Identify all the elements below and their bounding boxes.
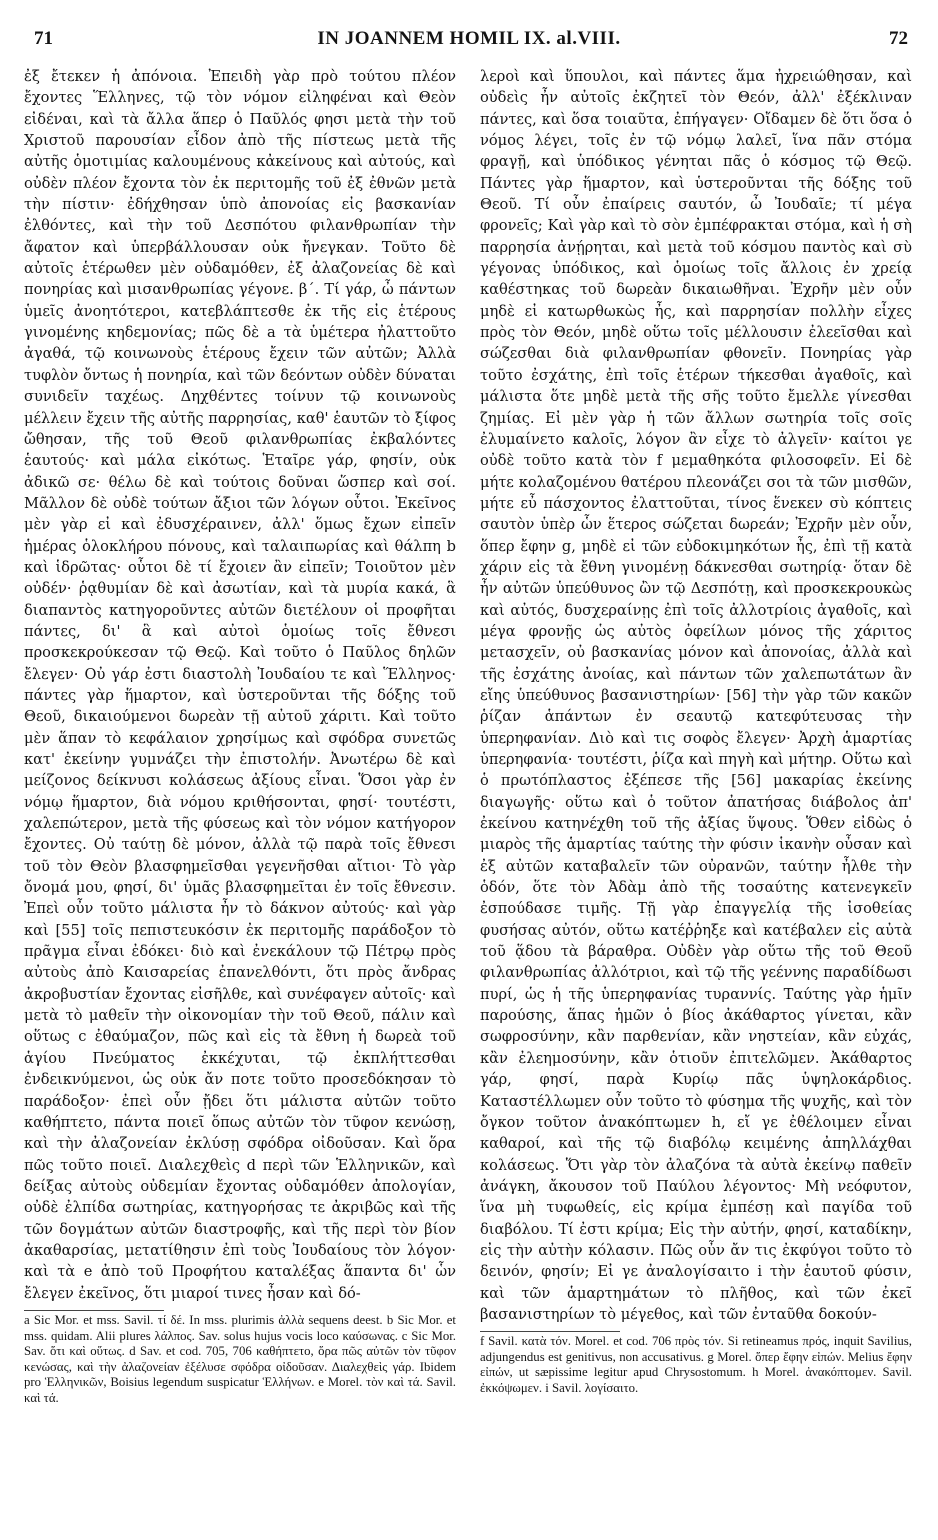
footnote-divider-left <box>24 1310 164 1311</box>
footnote-divider-right <box>480 1331 620 1332</box>
left-footnotes: a Sic Mor. et mss. Savil. τί δέ. In mss. plurimis ἀλλὰ sequens deest. b Sic Mor. et mss. quidam. Alii plures λάλπος. Sav. solus hujus vocis loco καύσωνας. c Sic Mor. Sav. ὅτι καὶ οὕτως. d Sav. et cod. 705, 706 καθήπτετο, ὅρα πῶς αὐτῶν τὸν τῦφον κενώσας, καὶ τὴν ἀλαζονείαν ἐξέλυσε σφόδρα οἰδοῦσαν. Διαλεχθεὶς γάρ. Ibidem pro Ἑλληνικῶν, Boisius legendum suspicatur Ἑλλήνων. e Morel. τὸν καὶ τά. Savil. καὶ τά. <box>24 1312 456 1405</box>
running-title: IN JOANNEM HOMIL IX. al.VIII. <box>317 28 621 49</box>
page-number-left: 71 <box>34 28 53 49</box>
left-column <box>24 66 456 1407</box>
left-column-text: ἐξ ἔτεκεν ἡ ἀπόνοια. Ἐπειδὴ γὰρ πρὸ τούτου πλέον ἔχοντες Ἕλληνες, τῷ τὸν νόμον εἰληφέναι καὶ Θεὸν εἰδέναι, καὶ τὰ ἄλλα ἅπερ ὁ Παῦλός φησι μετὰ τὴν τοῦ Χριστοῦ παρουσίαν εἶδον ἀπὸ τῆς πίστεως μετὰ τῆς αὐτῆς ὁμοτιμίας καλουμένους κἀκείνους καὶ αὐτούς, καὶ οὐδὲν πλέον ἔχοντα τὸν ἐκ περιτομῆς τοῦ ἐξ ἐθνῶν μετὰ τὴν πίστιν· ἐδήχθησαν ὑπὸ ἀπονοίας εἰς βασκανίαν ἐλθόντες, καὶ τὴν τοῦ Δεσπότου φιλανθρωπίαν τὴν ἄφατον καὶ ὑπερβάλλουσαν οὐκ ἤνεγκαν. Τοῦτο δὲ αὐτοῖς ἑτέρωθεν μὲν οὐδαμόθεν, ἐξ ἀλαζονείας δὲ καὶ πονηρίας καὶ μισανθρωπίας γέγονε. β΄. Τί γάρ, ὦ πάντων ὑμεῖς ἀνοητότεροι, κατεβλάπτεσθε ἐκ τῆς εἰς ἑτέρους γινομένης κηδεμονίας; πῶς δὲ a τὰ ὑμέτερα ἠλαττοῦτο ἀγαθά, τῷ κοινωνοὺς ἑτέρους ἔχειν τῶν αὐτῶν; Ἀλλὰ τυφλὸν ὄντως ἡ πονηρία, καὶ τῶν δεόντων οὐδὲν δύναται συνιδεῖν ταχέως. Δηχθέντες τοίνυν τῷ κοινωνοὺς μέλλειν ἔχειν τῆς αὐτῆς παρρησίας, καθ' ἑαυτῶν τὸ ξίφος ὤθησαν, τῆς τοῦ Θεοῦ φιλανθρωπίας ἐκβαλόντες ἑαυτούς· καὶ μάλα εἰκότως. Ἑταῖρε γάρ, φησίν, οὐκ ἀδικῶ σε· θέλω δὲ καὶ τούτοις δοῦναι ὥσπερ καὶ σοί. Μᾶλλον δὲ οὐδὲ τούτων ἄξιοι τῶν λόγων οὗτοι. Ἐκεῖνος μὲν γὰρ εἰ καὶ ἐδυσχέραινεν, ἀλλ' ὅμως ἔχων εἰπεῖν ἡμέρας ὁλοκλήρου πόνους, καὶ ταλαιπωρίας καὶ θάλπη b καὶ ἱδρῶτας· οὗτοι δὲ τί ἔχοιεν ἂν εἰπεῖν; Τοιοῦτον μὲν οὐδέν· ῥᾳθυμίαν δὲ καὶ ἀσωτίαν, καὶ τὰ μυρία κακά, ἃ διαπαντὸς κατηγοροῦντες αὐτῶν διετέλουν οἱ προφῆται πάντες, δι' ἃ καὶ αὐτοὶ ὁμοίως τοῖς ἔθνεσι προσκεκρούκεσαν τῷ Θεῷ. Καὶ τοῦτο ὁ Παῦλος δηλῶν ἔλεγεν· Οὐ γάρ ἐστι διαστολὴ Ἰουδαίου τε καὶ Ἕλληνος· πάντες γὰρ ἥμαρτον, καὶ ὑστεροῦνται τῆς δόξης τοῦ Θεοῦ, δικαιούμενοι δωρεὰν τῇ αὐτοῦ χάριτι. Καὶ τοῦτο μὲν ἅπαν τὸ κεφάλαιον χρησίμως καὶ σφόδρα συνετῶς κατ' ἐκείνην γυμνάζει τὴν ἐπιστολήν. Ἀνωτέρω δὲ καὶ μείζονος δείκνυσι κολάσεως ἀξίους εἶναι. Ὅσοι γὰρ ἐν νόμῳ ἥμαρτον, διὰ νόμου κριθήσονται, φησί· τουτέστι, χαλεπώτερον, μετὰ τῆς φύσεως καὶ τὸν νόμον κατήγορον ἔχοντες. Οὐ ταύτῃ δὲ μόνον, ἀλλὰ τῷ παρὰ τοῖς ἔθνεσι τοῦ τὸν Θεὸν βλασφημεῖσθαι γεγενῆσθαι αἴτιοι· Τὸ γὰρ ὄνομά μου, φησί, δι' ὑμᾶς βλασφημεῖται ἐν τοῖς ἔθνεσιν. Ἐπεὶ οὖν τοῦτο μάλιστα ἦν τὸ δάκνον αὐτούς· καὶ γὰρ καὶ [55] τοῖς πεπιστευκόσιν ἐκ περιτομῆς παράδοξον τὸ πρᾶγμα εἶναι ἐδόκει· διὸ καὶ ἐνεκάλουν τῷ Πέτρῳ πρὸς αὐτοὺς ἀπὸ Καισαρείας ἐπανελθόντι, ὅτι πρὸς ἄνδρας ἀκροβυστίαν ἔχοντας εἰσῆλθε, καὶ συνέφαγεν αὐτοῖς· καὶ μετὰ τὸ μαθεῖν τὴν οἰκονομίαν τὴν τοῦ Θεοῦ, πάλιν καὶ οὕτως c ἐθαύμαζον, πῶς καὶ εἰς τὰ ἔθνη ἡ δωρεὰ τοῦ ἁγίου Πνεύματος ἐκκέχυται, τῷ ἐκπλήττεσθαι ἐνδεικνύμενοι, ὡς οὐκ ἄν ποτε τοῦτο προσεδόκησαν τὸ παράδοξον· ἐπεὶ οὖν ᾔδει ὅτι μάλιστα αὐτῶν τοῦτο καθήπτετο, πάντα ποιεῖ ὅπως αὐτῶν τὸν τῦφον κενώσῃ, καὶ τὴν ἀλαζονείαν ἐκλύσῃ σφόδρα οἰδοῦσαν. Καὶ ὅρα πῶς τοῦτο ποιεῖ. Διαλεχθεὶς d περὶ τῶν Ἑλληνικῶν, καὶ δείξας αὐτοὺς οὐδεμίαν ἔχοντας οὐδαμόθεν ἀπολογίαν, οὐδὲ ἐλπίδα σωτηρίας, κατηγορήσας τε ἀκριβῶς καὶ τῆς τῶν δογμάτων αὐτῶν διαστροφῆς, καὶ τῆς περὶ τὸν βίον ἀκαθαρσίας, μετατίθησιν ἐπὶ τοὺς Ἰουδαίους τὸν λόγον· καὶ τὰ e ἀπὸ τοῦ Προφήτου καταλέξας ἅπαντα δι' ὧν ἔλεγεν ἐκεῖνος, ὅτι μιαροί τινες ἦσαν καὶ δό- <box>24 68 456 1302</box>
page-number-right: 72 <box>889 28 908 49</box>
right-column <box>480 66 912 1397</box>
right-footnotes: f Savil. κατὰ τόν. Morel. et cod. 706 πρὸς τόν. Si retineamus πρός, inquit Savilius, adjungendus est genitivus, non accusativus. g Morel. ὅπερ ἔφην εἰπών. Melius ἔφην εἰπών, ut sæpissime legitur apud Chrysostomum. h Morel. ἀνακόπτομεν. Savil. ἐκκόψωμεν. i Savil. λογίσαιτο. <box>480 1334 912 1396</box>
page-header <box>24 28 914 56</box>
right-column-text: λεροὶ καὶ ὕπουλοι, καὶ πάντες ἅμα ἠχρειώθησαν, καὶ οὐδεὶς ἦν αὐτοῖς ἐκζητεῖ τὸν Θεόν, ἀλλ' ἐξέκλιναν πάντες, καὶ ὅσα τοιαῦτα, ἐπήγαγεν· Οἴδαμεν δὲ ὅτι ὅσα ὁ νόμος λέγει, τοῖς ἐν τῷ νόμῳ λαλεῖ, ἵνα πᾶν στόμα φραγῇ, καὶ ὑπόδικος γένηται πᾶς ὁ κόσμος τῷ Θεῷ. Πάντες γὰρ ἥμαρτον, καὶ ὑστεροῦνται τῆς δόξης τοῦ Θεοῦ. Τί οὖν ἐπαίρεις σαυτόν, ὦ Ἰουδαῖε; τί μέγα φρονεῖς; Καὶ γὰρ καὶ τὸ σὸν ἐμπέφρακται στόμα, καὶ ἡ σὴ παρρησία ἀνῄρηται, καὶ μετὰ τοῦ κόσμου παντὸς καὶ σὺ γέγονας ὑπόδικος, καὶ ὁμοίως τοῖς ἄλλοις ἐν χρείᾳ καθέστηκας τοῦ δωρεὰν δικαιωθῆναι. Ἐχρῆν μὲν οὖν μηδὲ εἰ κατωρθωκὼς ἦς, καὶ παρρησίαν πολλὴν εἶχες πρὸς τὸν Θεόν, μηδὲ οὕτω τοῖς μέλλουσιν ἐλεεῖσθαι καὶ σώζεσθαι διὰ φιλανθρωπίαν φθονεῖν. Πονηρίας γὰρ τοῦτο ἐσχάτης, ἐπὶ τοῖς ἑτέρων τήκεσθαι ἀγαθοῖς, καὶ μάλιστα ὅτε μηδὲ μετὰ τῆς σῆς τοῦτο ἔμελλε γίνεσθαι ζημίας. Εἰ μὲν γὰρ ἡ τῶν ἄλλων σωτηρία τοῖς σοῖς ἐλυμαίνετο καλοῖς, λόγον ἂν εἶχε τὸ ἀλγεῖν· καίτοι γε οὐδὲ τοῦτο κατὰ τὸν f μεμαθηκότα φιλοσοφεῖν. Εἰ δὲ μήτε κολαζομένου θατέρου πλεονάζει σοι τὰ τῶν μισθῶν, μήτε εὖ πάσχοντος ἐλαττοῦται, τίνος ἕνεκεν σὺ κόπτεις σαυτὸν ὑπὲρ ὧν ἕτερος σώζεται δωρεάν; Ἐχρῆν μὲν οὖν, ὅπερ ἔφην g, μηδὲ εἰ τῶν εὐδοκιμηκότων ἦς, ἐπὶ τῇ κατὰ χάριν εἰς τὰ ἔθνη γινομένῃ δάκνεσθαι σωτηρίᾳ· ὅταν δὲ ἦν αὐτῶν ὑπεύθυνος ὢν τῷ Δεσπότῃ, καὶ προσκεκρουκὼς καὶ αὐτός, δυσχεραίνῃς ἐπὶ τοῖς ἀλλοτρίοις ἀγαθοῖς, καὶ μέγα φρονῇς ὡς αὐτὸς ὀφείλων μόνος τῆς χάριτος μετασχεῖν, οὐ βασκανίας μόνον καὶ ἀπονοίας, ἀλλὰ καὶ τῆς ἐσχάτης ἀνοίας, καὶ πάντων τῶν χαλεπωτάτων ἂν εἴης ὑπεύθυνος βασανιστηρίων· [56] τὴν γὰρ τῶν κακῶν ῥίζαν ἁπάντων ἐν σεαυτῷ κατεφύτευσας τὴν ὑπερηφανίαν. Διὸ καὶ τις σοφὸς ἔλεγεν· Ἀρχὴ ἁμαρτίας ὑπερηφανία· τουτέστι, ῥίζα καὶ πηγὴ καὶ μήτηρ. Οὕτω καὶ ὁ πρωτόπλαστος ἐξέπεσε τῆς [56] μακαρίας ἐκείνης διαγωγῆς· οὕτω καὶ ὁ τοῦτον ἀπατήσας διάβολος ἀπ' ἐκείνου κατηνέχθη τοῦ τῆς ἀξίας ὕψους. Ὅθεν εἰδὼς ὁ μιαρὸς τῆς ἁμαρτίας ταύτης τὴν φύσιν ἱκανὴν οὖσαν καὶ ἐξ αὐτῶν καταβαλεῖν τῶν οὐρανῶν, ταύτην ἦλθε τὴν ὁδόν, ὅτε τὸν Ἀδὰμ ἀπὸ τῆς τοσαύτης κατενεγκεῖν ἐσπούδασε τιμῆς. Τῇ γὰρ ἐπαγγελίᾳ τῆς ἰσοθείας φυσήσας αὐτόν, οὕτω κατέῤῥηξε καὶ κατέβαλεν εἰς αὐτὰ τοῦ ᾅδου τὰ βάραθρα. Οὐδὲν γὰρ οὕτω τῆς τοῦ Θεοῦ φιλανθρωπίας ἀλλότριοι, καὶ τῷ τῆς γεέννης παραδίδωσι πυρί, ὡς ἡ τῆς ὑπερηφανίας τυραννίς. Ταύτης γὰρ ἡμῖν παρούσης, ἅπας ἡμῶν ὁ βίος ἀκάθαρτος γίνεται, κἂν σωφροσύνην, κἂν παρθενίαν, κἂν νηστείαν, κἂν εὐχάς, κἂν ἐλεημοσύνην, κἂν ὁτιοῦν ἐπιτελῶμεν. Ἀκάθαρτος γάρ, φησί, παρὰ Κυρίῳ πᾶς ὑψηλοκάρδιος. Καταστέλλωμεν οὖν τοῦτο τὸ φύσημα τῆς ψυχῆς, καὶ τὸν ὄγκον τοῦτον ἀνακόπτωμεν h, εἴ γε ἐθέλοιμεν εἶναι καθαροί, καὶ τῆς τῷ διαβόλῳ κειμένης ἀπηλλάχθαι κολάσεως. Ὅτι γὰρ τὸν ἀλαζόνα τὰ αὐτὰ ἐκείνῳ παθεῖν ἀνάγκη, ἄκουσον τοῦ Παύλου λέγοντος· Μὴ νεόφυτον, ἵνα μὴ τυφωθείς, εἰς κρίμα ἐμπέσῃ καὶ παγίδα τοῦ διαβόλου. Τί ἐστι κρίμα; Εἰς τὴν αὐτήν, φησί, καταδίκην, εἰς τὴν αὐτὴν κόλασιν. Πῶς οὖν ἄν τις ἐκφύγοι τοῦτο τὸ δεινόν, φησίν; Εἰ γε ἀναλογίσαιτο i τὴν ἑαυτοῦ φύσιν, καὶ τῶν ἁμαρτημάτων τὸ πλῆθος, καὶ τῶν ἐκεῖ βασανιστηρίων τὸ μέγεθος, καὶ τῶν ἐνταῦθα δοκούν- <box>480 68 912 1323</box>
